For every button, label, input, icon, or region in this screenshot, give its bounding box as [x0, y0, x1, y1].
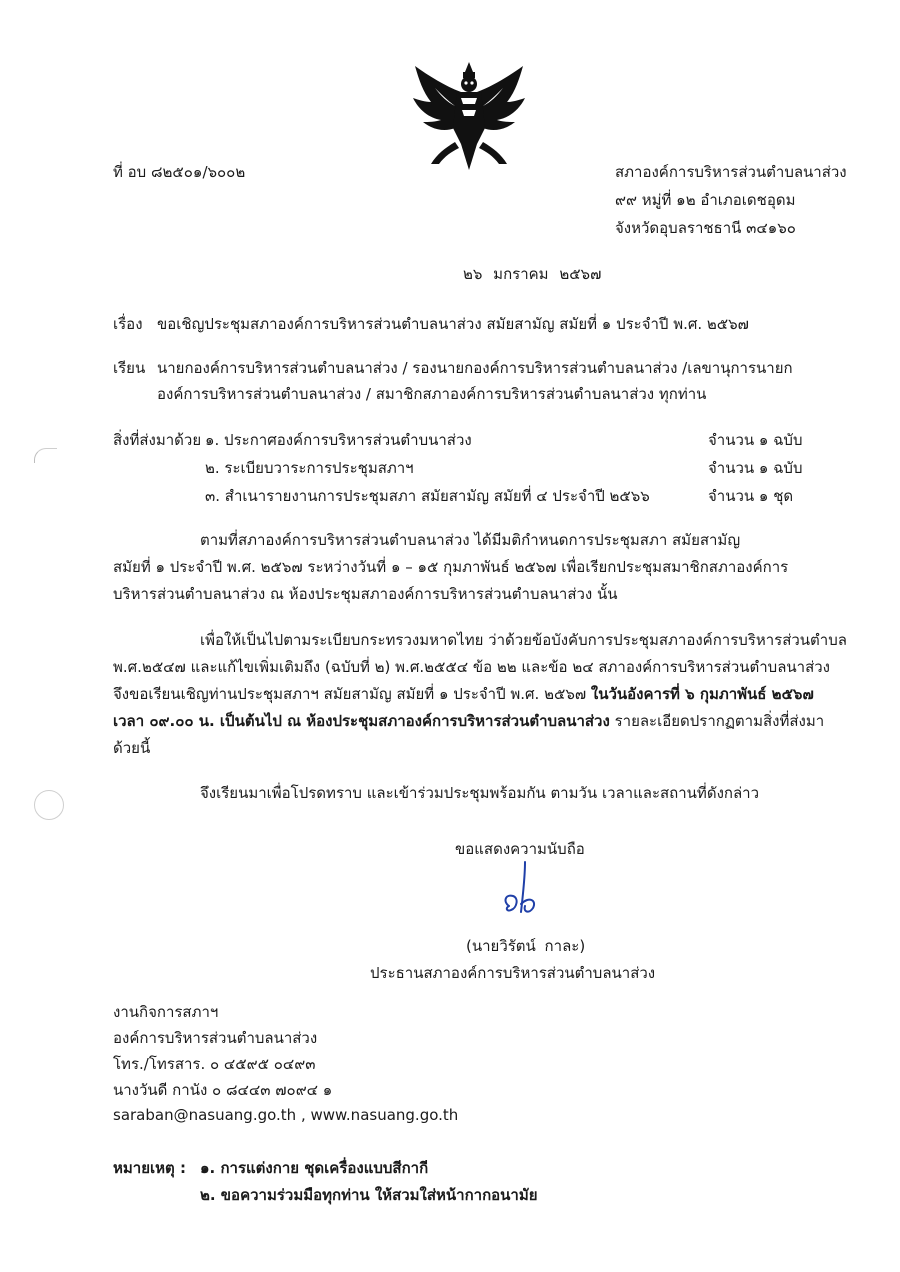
addressee-label: เรียน — [113, 359, 146, 377]
addressee-line2: องค์การบริหารส่วนตำบลนาส่วง / สมาชิกสภาองค์การบริหารส่วนตำบลนาส่วง ทุกท่าน — [157, 385, 707, 403]
paragraph-2-line-3-text: จึงขอเรียนเชิญท่านประชุมสภาฯ สมัยสามัญ สมัยที่ ๑ ประจำปี พ.ศ. ๒๕๖๗ — [113, 685, 587, 703]
contact-department: งานกิจการสภาฯ — [113, 1003, 219, 1021]
enclosures-label: สิ่งที่ส่งมาด้วย — [113, 431, 202, 449]
enclosure-qty-2: จำนวน ๑ ฉบับ — [708, 459, 803, 477]
signer-name: (นายวิรัตน์ กาละ) — [466, 937, 586, 955]
contact-email-website: saraban@nasuang.go.th , www.nasuang.go.th — [113, 1106, 459, 1124]
document-date: ๒๖ มกราคม ๒๕๖๗ — [463, 265, 602, 283]
closing-phrase: ขอแสดงความนับถือ — [455, 840, 585, 858]
closing-paragraph: จึงเรียนมาเพื่อโปรดทราบ และเข้าร่วมประชุมพร้อมกัน ตามวัน เวลาและสถานที่ดังกล่าว — [200, 784, 760, 802]
contact-organization: องค์การบริหารส่วนตำบลนาส่วง — [113, 1029, 318, 1047]
subject-text: ขอเชิญประชุมสภาองค์การบริหารส่วนตำบลนาส่วง สมัยสามัญ สมัยที่ ๑ ประจำปี พ.ศ. ๒๕๖๗ — [157, 315, 749, 333]
signer-title: ประธานสภาองค์การบริหารส่วนตำบลนาส่วง — [370, 964, 656, 982]
paragraph-2-line-2: พ.ศ.๒๕๔๗ และแก้ไขเพิ่มเติมถึง (ฉบับที่ ๒) พ.ศ.๒๕๕๔ ข้อ ๒๒ และข้อ ๒๔ สภาองค์การบริหารส่วนตำบลนาส่วง — [113, 658, 830, 676]
signature — [495, 858, 545, 920]
contact-person: นางวันดี กานัง ๐ ๘๔๔๓ ๗๐๙๔ ๑ — [113, 1081, 333, 1099]
paragraph-1-line-3: บริหารส่วนตำบลนาส่วง ณ ห้องประชุมสภาองค์การบริหารส่วนตำบลนาส่วง นั้น — [113, 585, 618, 603]
subject-label: เรื่อง — [113, 315, 143, 333]
note-label: หมายเหตุ : — [113, 1159, 186, 1177]
meeting-time-location-highlight: เวลา ๐๙.๐๐ น. เป็นต้นไป ณ ห้องประชุมสภาองค์การบริหารส่วนตำบลนาส่วง — [113, 712, 610, 730]
paragraph-2-line-5: ด้วยนี้ — [113, 739, 151, 757]
sender-address-line2: จังหวัดอุบลราชธานี ๓๔๑๖๐ — [615, 219, 796, 237]
enclosure-item-3: ๓. สำเนารายงานการประชุมสภา สมัยสามัญ สมัยที่ ๔ ประจำปี ๒๕๖๖ — [205, 487, 650, 505]
paragraph-1-line-2: สมัยที่ ๑ ประจำปี พ.ศ. ๒๕๖๗ ระหว่างวันที่ ๑ – ๑๕ กุมภาพันธ์ ๒๕๖๗ เพื่อเรียกประชุมสมาชิกสภาองค์การ — [113, 558, 789, 576]
paragraph-2-line-3 — [113, 682, 814, 706]
document-number: ที่ อบ ๘๒๕๐๑/๖๐๐๒ — [113, 163, 246, 181]
contact-phone: โทร./โทรสาร. ๐ ๔๕๙๕ ๐๔๙๓ — [113, 1055, 316, 1073]
sender-address-line1: ๙๙ หมู่ที่ ๑๒ อำเภอเดชอุดม — [615, 191, 796, 209]
paragraph-2-line-1: เพื่อให้เป็นไปตามระเบียบกระทรวงมหาดไทย ว่าด้วยข้อบังคับการประชุมสภาองค์การบริหารส่วนตำบล — [200, 631, 847, 649]
enclosure-qty-3: จำนวน ๑ ชุด — [708, 487, 794, 505]
note-item-2: ๒. ขอความร่วมมือทุกท่าน ให้สวมใส่หน้ากากอนามัย — [200, 1186, 538, 1204]
note-item-1: ๑. การแต่งกาย ชุดเครื่องแบบสีกากี — [200, 1159, 429, 1177]
garuda-emblem — [405, 58, 533, 172]
meeting-date-highlight: ในวันอังคารที่ ๖ กุมภาพันธ์ ๒๕๖๗ — [590, 685, 814, 703]
paragraph-2-line-4 — [113, 709, 824, 733]
paragraph-1-line-1: ตามที่สภาองค์การบริหารส่วนตำบลนาส่วง ได้มีมติกำหนดการประชุมสภา สมัยสามัญ — [200, 531, 741, 549]
addressee-line1: นายกองค์การบริหารส่วนตำบลนาส่วง / รองนายกองค์การบริหารส่วนตำบลนาส่วง /เลขานุการนายก — [157, 359, 793, 377]
enclosure-qty-1: จำนวน ๑ ฉบับ — [708, 431, 803, 449]
enclosure-item-1: ๑. ประกาศองค์การบริหารส่วนตำบนาส่วง — [205, 431, 472, 449]
enclosure-item-2: ๒. ระเบียบวาระการประชุมสภาฯ — [205, 459, 414, 477]
punch-hole-mark — [34, 790, 64, 820]
sender-org: สภาองค์การบริหารส่วนตำบลนาส่วง — [615, 163, 847, 181]
paragraph-2-line-4-text: รายละเอียดปรากฏตามสิ่งที่ส่งมา — [614, 712, 825, 730]
punch-hole-mark — [34, 448, 57, 463]
